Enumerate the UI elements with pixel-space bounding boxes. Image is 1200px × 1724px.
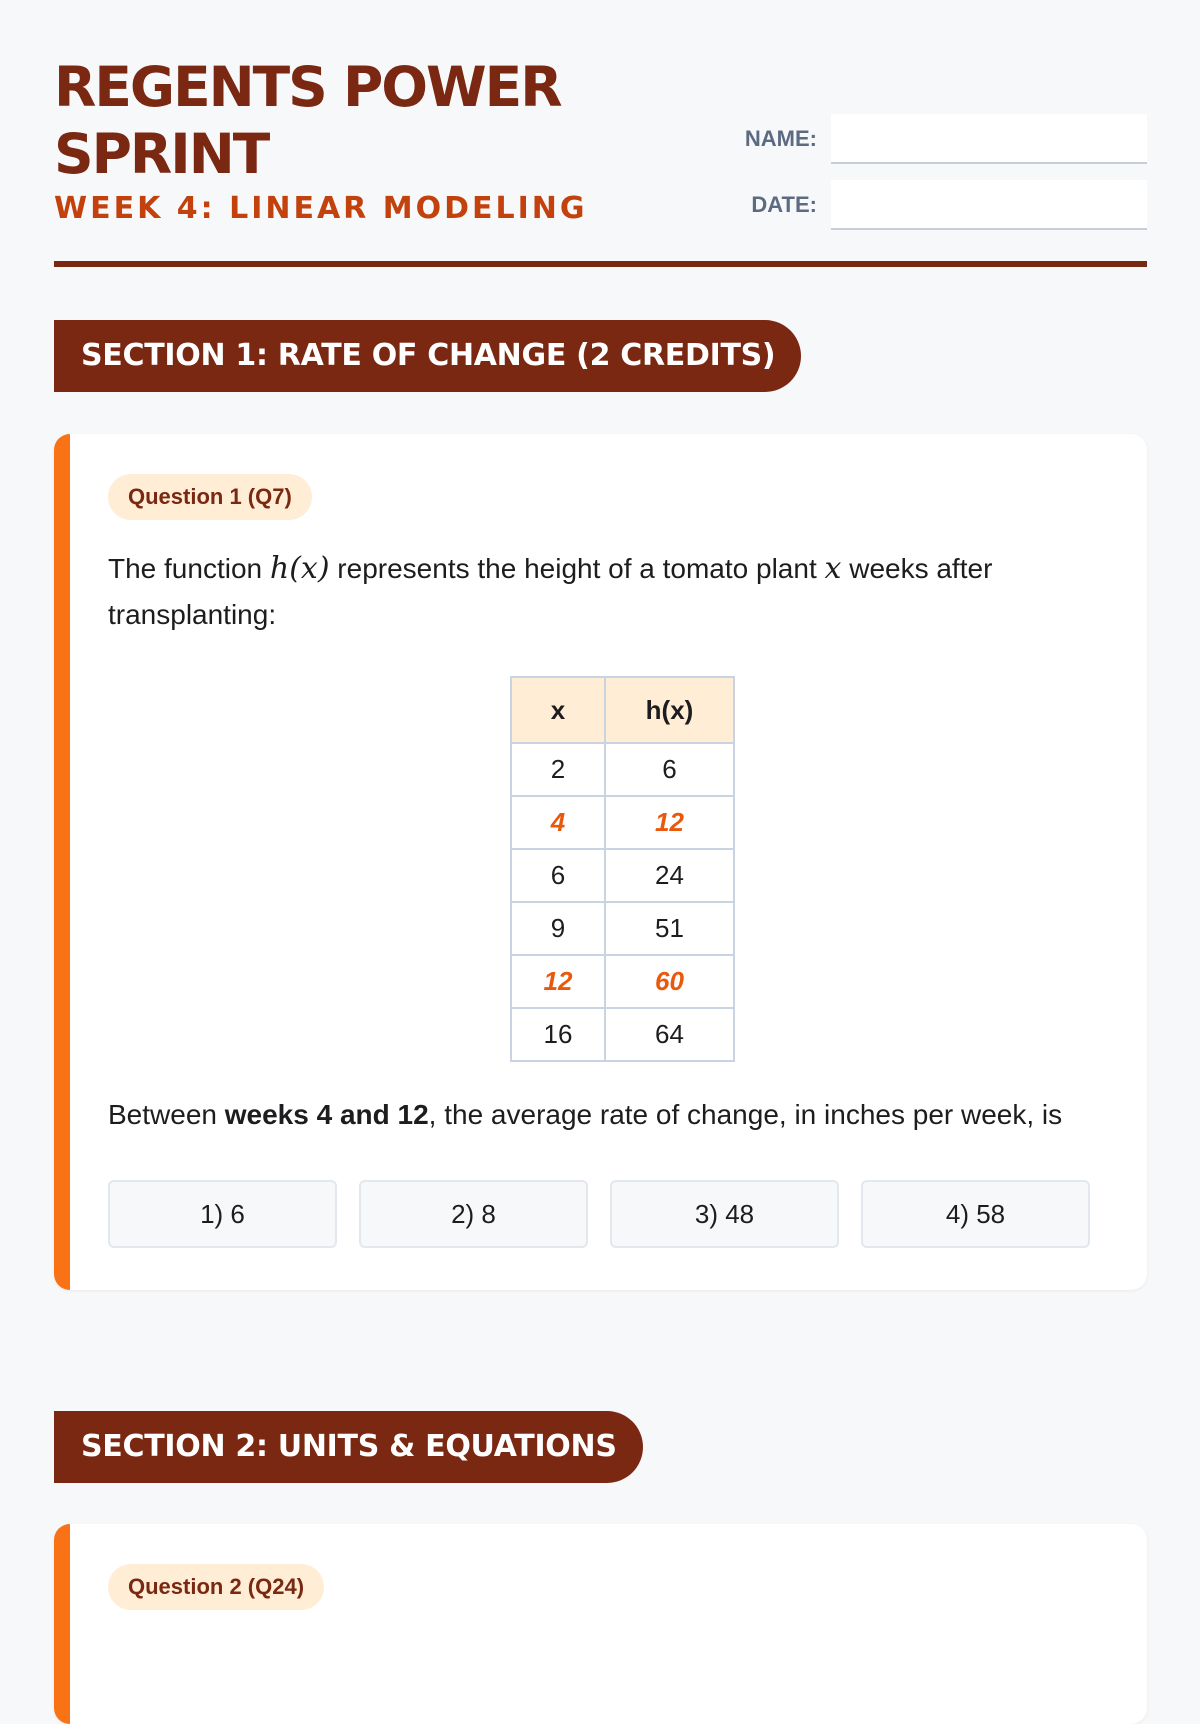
date-label: DATE: xyxy=(751,192,817,217)
name-label: NAME: xyxy=(744,126,817,151)
prompt-math-x: x xyxy=(824,551,842,586)
choice-1-button[interactable]: 1) 6 xyxy=(108,1180,337,1248)
table-cell-x: 4 xyxy=(511,796,605,849)
section-2-banner: SECTION 2: UNITS & EQUATIONS xyxy=(54,1411,643,1483)
followup-text-2: , the average rate of change, in inches per week, is xyxy=(428,1099,1063,1130)
question-1-followup xyxy=(108,1092,1098,1138)
prompt-text-2: represents the height of a tomato plant xyxy=(329,553,825,584)
header-divider xyxy=(54,261,1147,267)
table-row xyxy=(511,1008,734,1061)
answer-choices xyxy=(108,1180,1090,1248)
question-1-badge: Question 1 (Q7) xyxy=(108,474,312,520)
table-row-highlighted xyxy=(511,796,734,849)
followup-text-1: Between xyxy=(108,1099,225,1130)
table-cell-hx: 64 xyxy=(605,1008,734,1061)
prompt-text-3: weeks after transplanting: xyxy=(108,553,993,630)
title-block xyxy=(54,54,674,227)
worksheet-page xyxy=(54,0,1147,1599)
student-info-fields xyxy=(727,113,1147,245)
choice-4-button[interactable]: 4) 58 xyxy=(861,1180,1090,1248)
worksheet-title xyxy=(54,54,674,188)
table-cell-x: 9 xyxy=(511,902,605,955)
table-row-highlighted xyxy=(511,955,734,1008)
table-cell-hx: 6 xyxy=(605,743,734,796)
table-cell-x: 2 xyxy=(511,743,605,796)
question-2-badge: Question 2 (Q24) xyxy=(108,1564,324,1610)
date-input[interactable] xyxy=(831,180,1147,230)
worksheet-subtitle: WEEK 4: LINEAR MODELING xyxy=(54,191,588,226)
title-line-2: SPRINT xyxy=(54,122,269,186)
date-row xyxy=(727,179,1147,231)
choice-2-button[interactable]: 2) 8 xyxy=(359,1180,588,1248)
prompt-math-hx: h(x) xyxy=(269,551,330,586)
table-header-x: x xyxy=(511,677,605,743)
table-cell-hx: 12 xyxy=(605,796,734,849)
table-cell-hx: 24 xyxy=(605,849,734,902)
height-data-table xyxy=(510,676,735,1062)
name-input[interactable] xyxy=(831,114,1147,164)
table-header-hx: h(x) xyxy=(605,677,734,743)
table-cell-x: 16 xyxy=(511,1008,605,1061)
question-2-card xyxy=(54,1524,1147,1724)
section-1-banner: SECTION 1: RATE OF CHANGE (2 CREDITS) xyxy=(54,320,801,392)
prompt-text-1: The function xyxy=(108,553,270,584)
table-row xyxy=(511,902,734,955)
table-header-row xyxy=(511,677,734,743)
choice-3-button[interactable]: 3) 48 xyxy=(610,1180,839,1248)
table-row xyxy=(511,743,734,796)
table-cell-hx: 60 xyxy=(605,955,734,1008)
question-1-card xyxy=(54,434,1147,1290)
table-cell-hx: 51 xyxy=(605,902,734,955)
worksheet-header xyxy=(54,0,1147,268)
table-cell-x: 6 xyxy=(511,849,605,902)
title-line-1: REGENTS POWER xyxy=(54,55,561,119)
question-1-prompt xyxy=(108,546,1098,638)
name-row xyxy=(727,113,1147,165)
table-row xyxy=(511,849,734,902)
followup-bold: weeks 4 and 12 xyxy=(224,1099,429,1130)
table-cell-x: 12 xyxy=(511,955,605,1008)
